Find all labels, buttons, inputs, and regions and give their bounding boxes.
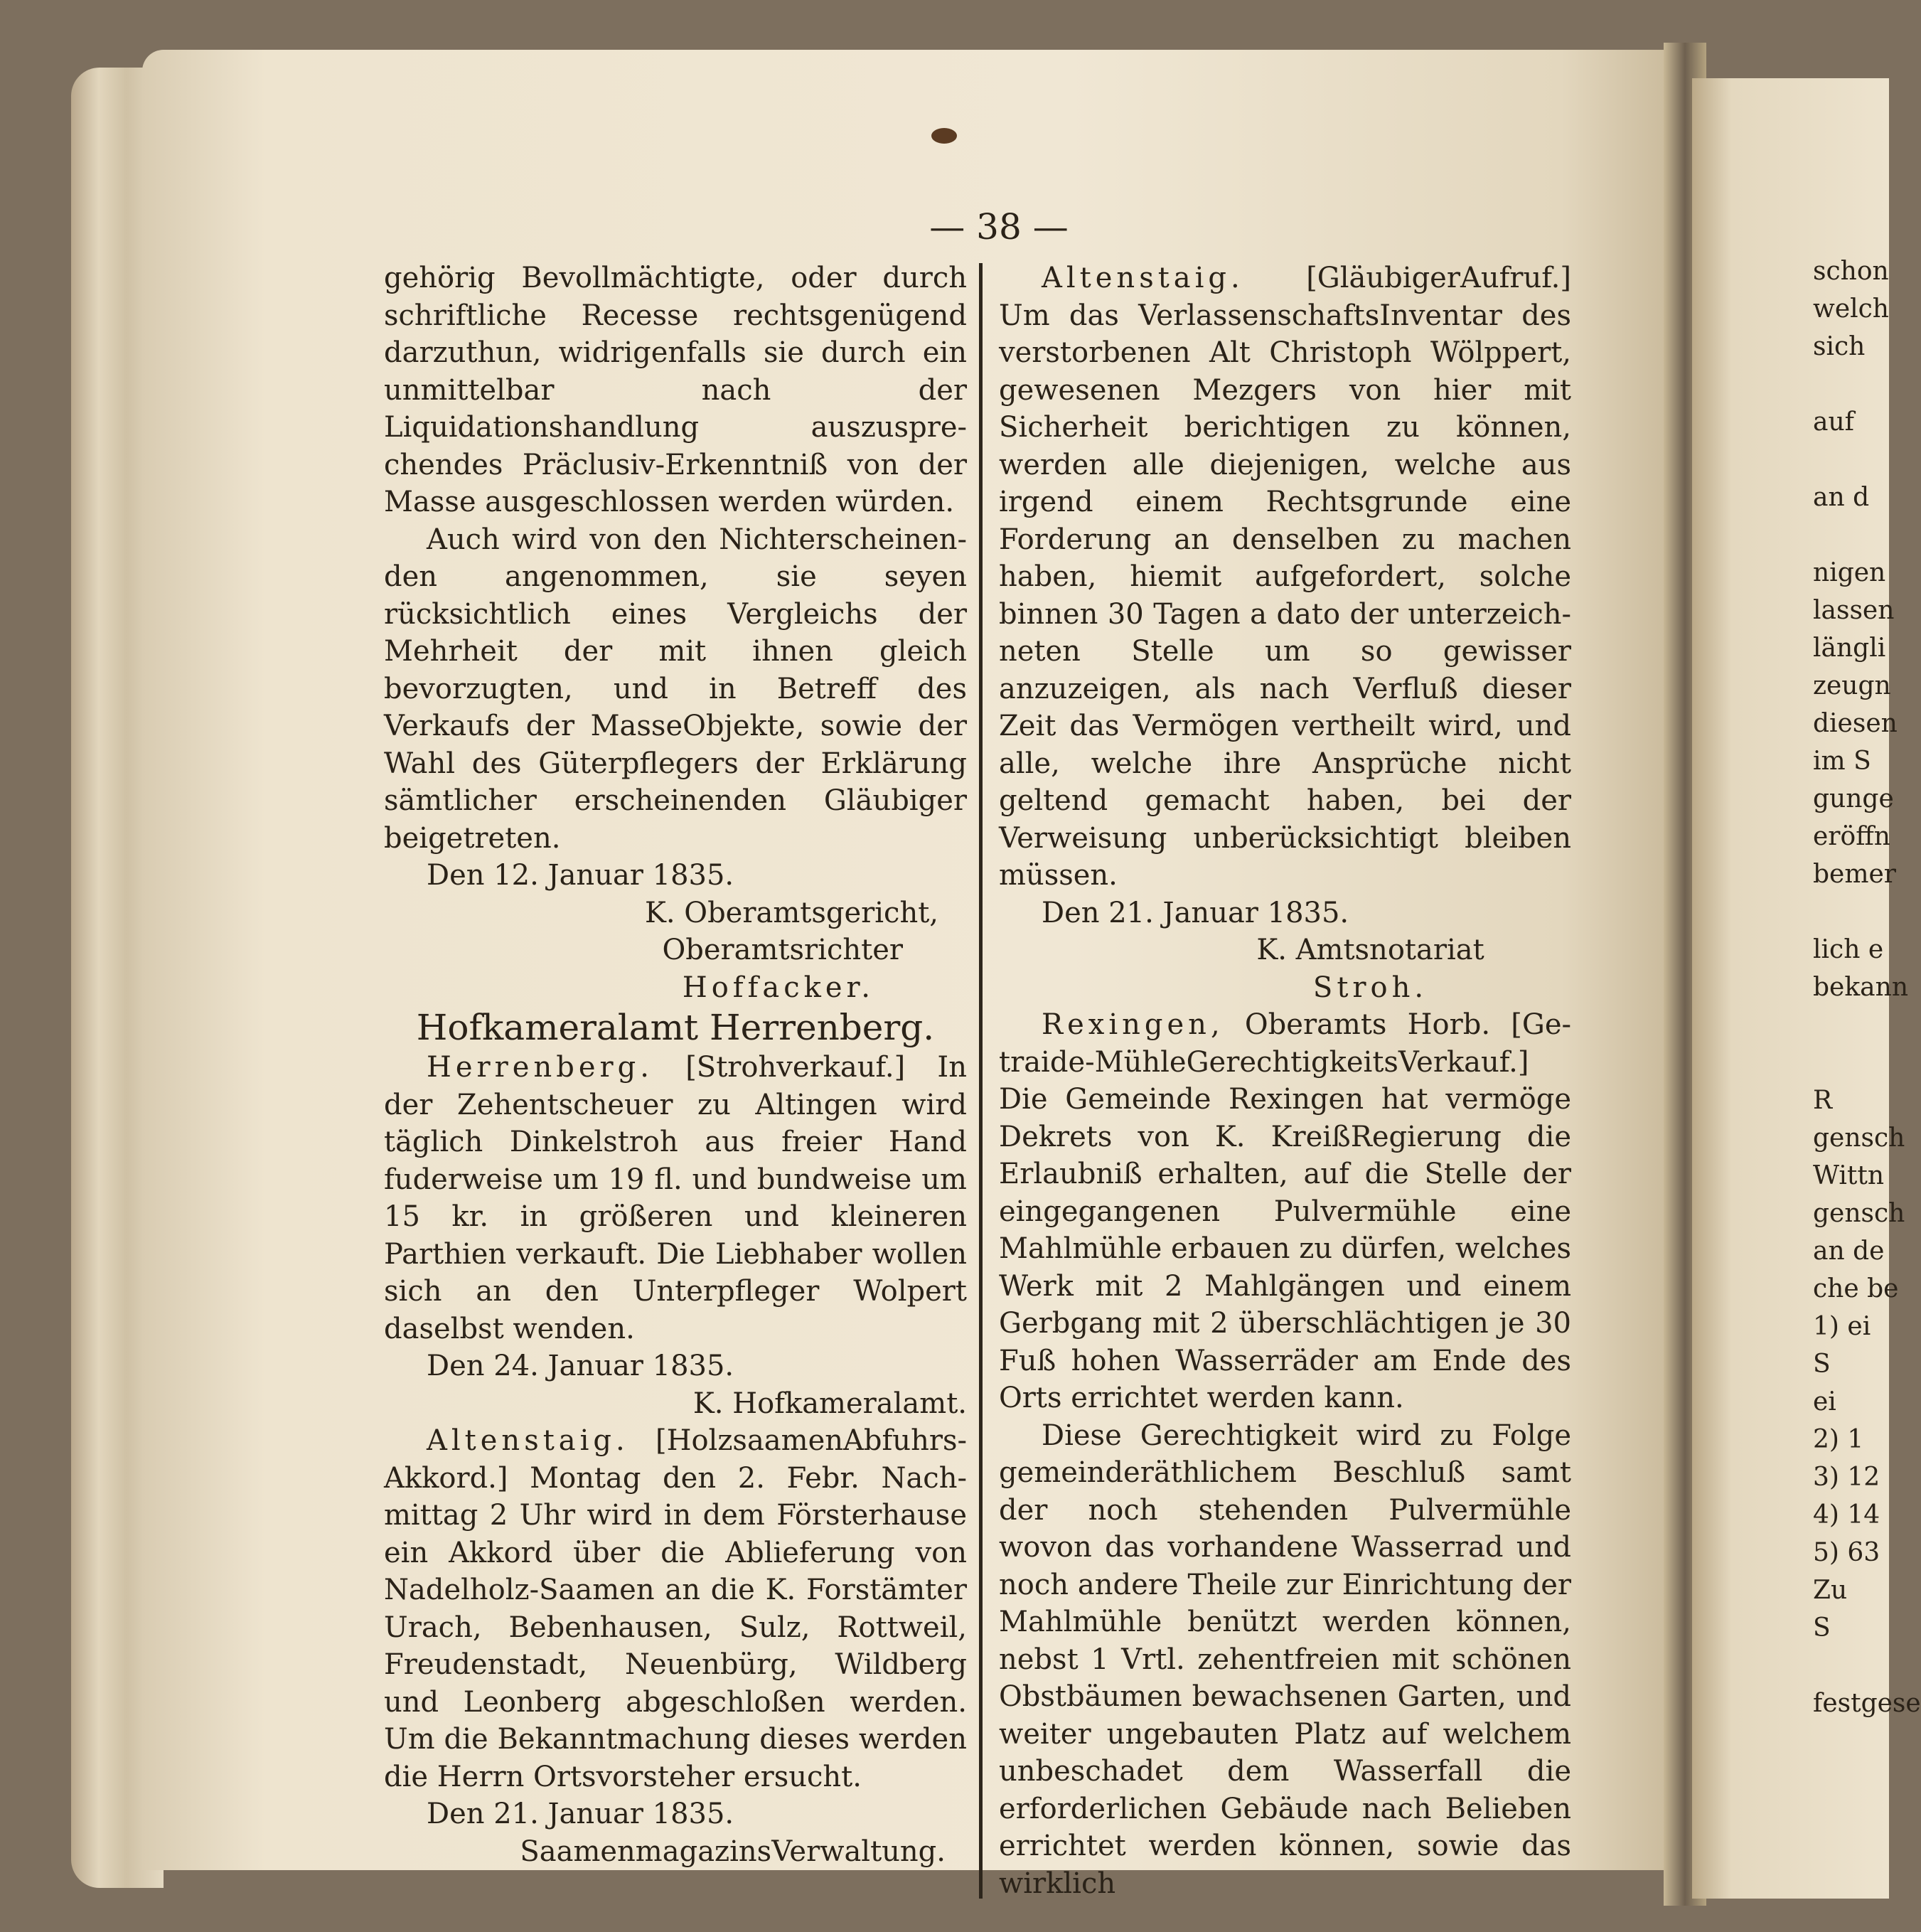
fragment-line: bekann (1813, 973, 1908, 1002)
place-name: Altenstaig. (427, 1424, 629, 1457)
fragment-line: ei (1813, 1387, 1836, 1416)
fragment-line: zeugn (1813, 671, 1891, 700)
place-name: Altenstaig. (1042, 262, 1244, 294)
notice-paragraph (384, 1049, 967, 1347)
fragment-line (1813, 1044, 1889, 1082)
fragment-line: sich (1813, 332, 1866, 361)
notice-paragraph (999, 1006, 1571, 1417)
fragment-line: festgese (1813, 1689, 1921, 1718)
signature-name: Hoffacker. (682, 971, 874, 1004)
fragment-line: 4) 14 (1813, 1500, 1880, 1530)
section-heading: Hofkameralamt Herrenberg. (416, 1007, 935, 1048)
fragment-line: Zu (1813, 1576, 1848, 1605)
signature-line: Oberamtsrichter (662, 934, 903, 966)
fragment-line: schon (1813, 257, 1889, 286)
fragment-line: gensch (1813, 1199, 1905, 1228)
place-name: Herrenberg. (427, 1051, 653, 1084)
fragment-line (1813, 516, 1889, 554)
fragment-line: Wittn (1813, 1161, 1885, 1190)
fragment-line: gunge (1813, 784, 1894, 813)
signature-line: SaamenmagazinsVerwaltung. (520, 1835, 946, 1868)
fragment-line (1813, 893, 1889, 931)
fragment-line: im S (1813, 747, 1871, 776)
date-line: Den 24. Januar 1835. (427, 1350, 734, 1382)
fragment-line: bemer (1813, 860, 1896, 889)
fragment-line: längli (1813, 634, 1886, 663)
paragraph: Diese Gerechtigkeit wird zu Folge gemeinderäthlichem Beschluß samt der noch stehenden Pulvermühle wovon das vorhandene Wasserrad und noch andere Theile zur Einrichtung der Mahlmühle benützt werden können, nebst 1 Vrtl. zehentfreien mit schönen Obstbäumen bewachsenen Garten, und weiter ungebauten Platz auf welchem unbeschadet dem Wasserfall die erforderlichen Gebäude nach Belieben errichtet werden können, sowie das wirklich (999, 1419, 1571, 1900)
fragment-line: lich e (1813, 935, 1884, 964)
date-line: Den 21. Januar 1835. (427, 1798, 734, 1830)
signature-line: K. Hofkameralamt. (692, 1387, 967, 1420)
fragment-line: welch (1813, 294, 1889, 324)
paper-stain (931, 128, 957, 144)
signature-line: K. Oberamtsgericht, (644, 896, 938, 929)
notice-text: [HolzsaamenAbfuhrsAkkord.] Montag den 2. Febr. Nachmittag 2 Uhr wird in dem Försterhause ein Akkord über die Ablieferung von Nadelholz-Saamen an die K. Forstämter Urach, Bebenhausen, Sulz, Rottweil, Freudenstadt, Neuenbürg, Wildberg und Leonberg abgeschloßen werden. Um die Bekanntmachung dieses werden die Herrn Ortsvorsteher ersucht. (384, 1424, 967, 1793)
right-column (999, 260, 1571, 1902)
fragment-line: an d (1813, 483, 1870, 512)
fragment-line: auf (1813, 407, 1854, 437)
fragment-line: 3) 12 (1813, 1463, 1880, 1492)
notice-paragraph (999, 260, 1571, 895)
fragment-line: gensch (1813, 1124, 1905, 1153)
fragment-line: R (1813, 1086, 1833, 1115)
fragment-line: an de (1813, 1237, 1885, 1266)
fragment-line: lassen (1813, 596, 1895, 625)
page-number: — 38 — (929, 206, 1069, 247)
paragraph: Auch wird von den Nichterscheinenden angenommen, sie seyen rücksichtlich eines Vergleichs der Mehrheit der mit ihnen gleich bevorzugten, und in Betreff des Verkaufs der MasseObjekte, sowie der Wahl des Güterpflegers der Erklärung sämtlicher erscheinenden Gläubiger beigetreten. (384, 523, 967, 855)
date-line: Den 12. Januar 1835. (427, 859, 734, 892)
next-page-fragments (1813, 252, 1921, 1722)
fragment-line (1813, 1647, 1889, 1685)
fragment-line: S (1813, 1613, 1831, 1643)
fragment-line: 1) ei (1813, 1312, 1871, 1341)
notice-text: Oberamts Horb. [Getraide-MühleGerechtigkeitsVerkauf.] Die Gemeinde Rexingen hat vermöge Dekrets von K. KreißRegierung die Erlaubniß erhalten, auf die Stelle der eingegangenen Pulvermühle eine Mahlmühle erbauen zu dürfen, welches Werk mit 2 Mahlgängen und einem Gerbgang mit 2 überschlächtigen je 30 Fuß hohen Wasserräder am Ende des Orts errichtet werden kann. (999, 1008, 1572, 1414)
fragment-line: S (1813, 1350, 1831, 1379)
fragment-line (1813, 441, 1889, 479)
fragment-line: 5) 63 (1813, 1538, 1880, 1567)
fragment-line: eröffn (1813, 822, 1890, 851)
signature-line: K. Amtsnotariat (1256, 934, 1484, 966)
notice-paragraph (384, 1422, 967, 1795)
fragment-line: che be (1813, 1274, 1899, 1303)
fragment-line (1813, 1006, 1889, 1044)
left-column (384, 260, 967, 1870)
notice-text: [GläubigerAufruf.] Um das VerlassenschaftsInventar des verstorbenen Alt Christoph Wölppert, gewesenen Mezgers von hier mit Sicherheit berichtigen zu können, werden alle diejenigen, welche aus irgend einem Rechtsgrunde eine Forderung an denselben zu machen haben, hiemit aufgefordert, solche binnen 30 Tagen a dato der unterzeichneten Stelle um so gewisser anzuzeigen, als nach Verfluß dieser Zeit das Vermögen vertheilt wird, und alle, welche ihre Ansprüche nicht geltend gemacht haben, bei der Verweisung unberücksichtigt bleiben müssen. (999, 262, 1571, 892)
signature-name: Stroh. (1312, 971, 1428, 1004)
place-name: Rexingen, (1042, 1008, 1224, 1041)
fragment-line: diesen (1813, 709, 1898, 738)
fragment-line: 2) 1 (1813, 1425, 1864, 1454)
notice-text: [Strohverkauf.] In der Zehentscheuer zu Altingen wird täglich Dinkelstroh aus freier Hand fuderweise um 19 fl. und bundweise um 15 kr. in größeren und kleineren Parthien verkauft. Die Liebhaber wollen sich an den Unterpfleger Wolpert daselbst wenden. (384, 1051, 967, 1345)
date-line: Den 21. Januar 1835. (1042, 896, 1349, 929)
fragment-line (1813, 365, 1889, 403)
column-rule (979, 263, 983, 1899)
paragraph: gehörig Bevollmächtigte, oder durch schriftliche Recesse rechtsgenügend darzuthun, widrigenfalls sie durch ein unmittelbar nach der Liquidationshandlung auszusprechendes Präclusiv-Erkenntniß von der Masse ausgeschlossen werden würden. (384, 262, 967, 518)
fragment-line: nigen (1813, 558, 1886, 587)
